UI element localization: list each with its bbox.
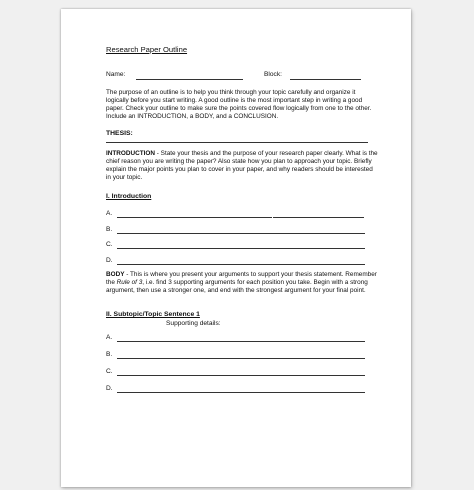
body-paragraph (106, 271, 378, 295)
section2-item-a: A. (106, 334, 113, 341)
section2-item-c: C. (106, 368, 113, 375)
name-field-line[interactable] (136, 79, 243, 80)
section1-item-a-line-1[interactable] (117, 217, 272, 218)
section2-item-d-line[interactable] (117, 392, 365, 393)
section2-item-b: B. (106, 351, 113, 358)
section1-item-a-line-2[interactable] (273, 217, 364, 218)
body-text-1: - This is where you present your arguments to support your thesis statement. Remember the (106, 271, 377, 287)
section1-heading: I. Introduction (106, 193, 152, 200)
section1-item-a: A. (106, 210, 113, 217)
thesis-line[interactable] (106, 142, 368, 143)
thesis-heading: THESIS: (106, 130, 133, 137)
introduction-text: - State your thesis and the purpose of your research paper clearly. What is the chief reason you are writing the paper? Also state how you plan to approach your topic. Briefly explain the major points you plan to cover in your paper, and why readers should be interested in your topic. (106, 150, 378, 182)
section2-item-d: D. (106, 385, 113, 392)
document-title: Research Paper Outline (106, 45, 188, 54)
document-page (61, 9, 411, 487)
section1-item-d-line[interactable] (117, 264, 365, 265)
supporting-details-label: Supporting details: (166, 320, 221, 327)
section2-item-a-line[interactable] (117, 341, 365, 342)
block-label: Block: (264, 71, 282, 78)
section1-item-c: C. (106, 241, 113, 248)
introduction-lead: INTRODUCTION (106, 150, 155, 157)
section2-item-c-line[interactable] (117, 375, 365, 376)
intro-paragraph: The purpose of an outline is to help you think through your topic carefully and organize it logically before you start writing. A good outline is the most important step in writing a good paper. Check your outline to make sure the points covered flow logically from one to the other. Include an INTRODUCTION, a BODY, and a CONCLUSION. (106, 89, 372, 121)
section2-heading: II. Subtopic/Topic Sentence 1 (106, 311, 200, 318)
section1-item-c-line[interactable] (117, 248, 365, 249)
section2-item-b-line[interactable] (117, 358, 365, 359)
block-field-line[interactable] (290, 79, 361, 80)
introduction-paragraph (106, 150, 378, 182)
section1-item-b: B. (106, 226, 113, 233)
section1-item-b-line[interactable] (117, 233, 365, 234)
body-rule: Rule of 3 (116, 279, 143, 287)
section1-item-d: D. (106, 257, 113, 264)
body-lead: BODY (106, 271, 125, 278)
body-text-2: , i.e. find 3 supporting arguments for each position you take. Begin with a strong argument, then use a stronger one, and end with the strongest argument for your final point. (106, 279, 368, 295)
name-label: Name: (106, 71, 126, 78)
